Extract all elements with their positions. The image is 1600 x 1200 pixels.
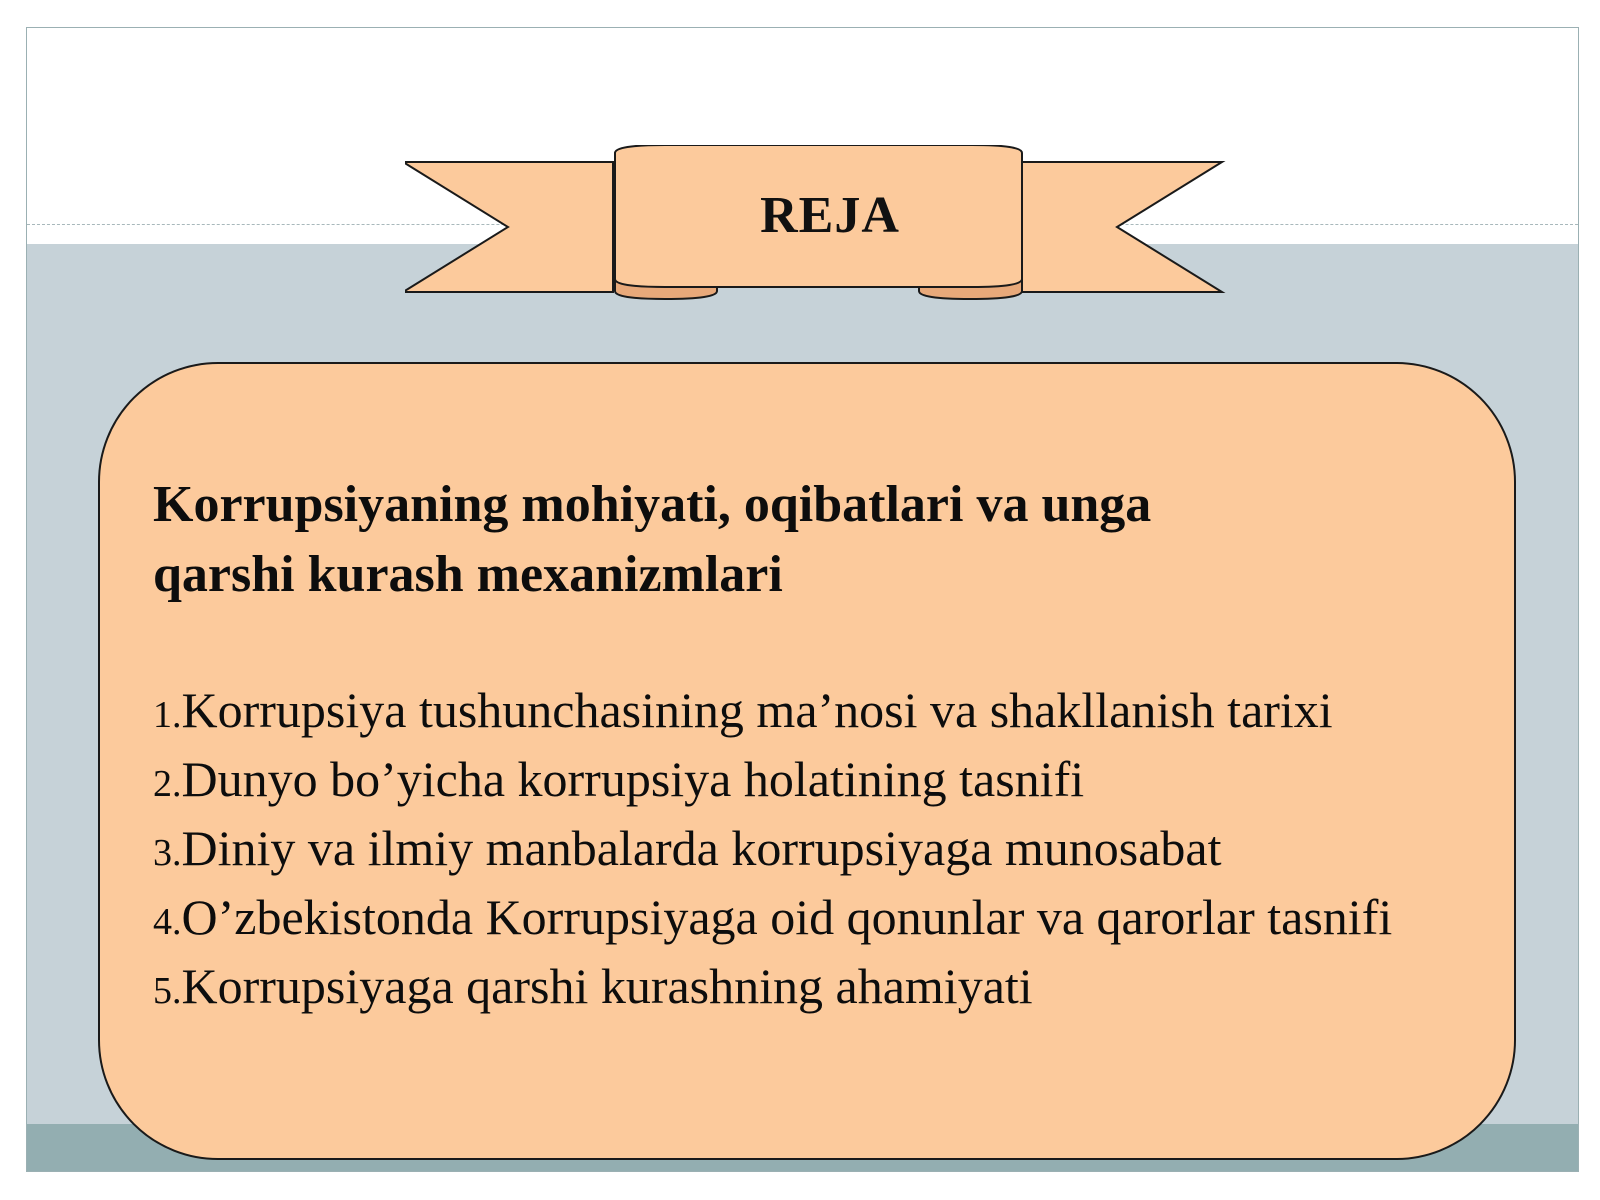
plan-item-number: 3.	[153, 832, 182, 874]
ribbon-right-tail	[1012, 162, 1222, 292]
ribbon-title: REJA	[760, 186, 900, 244]
plan-item-text: Korrupsiya tushunchasining ma’nosi va shakllanish tarixi	[181, 682, 1333, 738]
plan-item-number: 1.	[153, 694, 182, 736]
plan-item-number: 5.	[153, 970, 182, 1012]
plan-item-text: O’zbekistonda Korrupsiyaga oid qonunlar va qarorlar tasnifi	[181, 889, 1393, 945]
plan-item-text: Dunyo bo’yicha korrupsiya holatining tasnifi	[181, 751, 1085, 807]
slide-heading	[153, 470, 1413, 610]
plan-item	[153, 885, 1493, 954]
plan-item-text: Diniy va ilmiy manbalarda korrupsiyaga munosabat	[181, 820, 1222, 876]
plan-item	[153, 747, 1493, 816]
heading-line-2: qarshi kurash mexanizmlari	[153, 546, 783, 603]
plan-item	[153, 816, 1493, 885]
plan-item-number: 4.	[153, 901, 182, 943]
plan-list	[153, 678, 1493, 1023]
plan-item	[153, 678, 1493, 747]
plan-item-text: Korrupsiyaga qarshi kurashning ahamiyati	[181, 958, 1033, 1014]
plan-item	[153, 954, 1493, 1023]
ribbon-left-tail	[405, 162, 613, 292]
plan-item-number: 2.	[153, 763, 182, 805]
heading-line-1: Korrupsiyaning mohiyati, oqibatlari va unga	[153, 476, 1152, 533]
